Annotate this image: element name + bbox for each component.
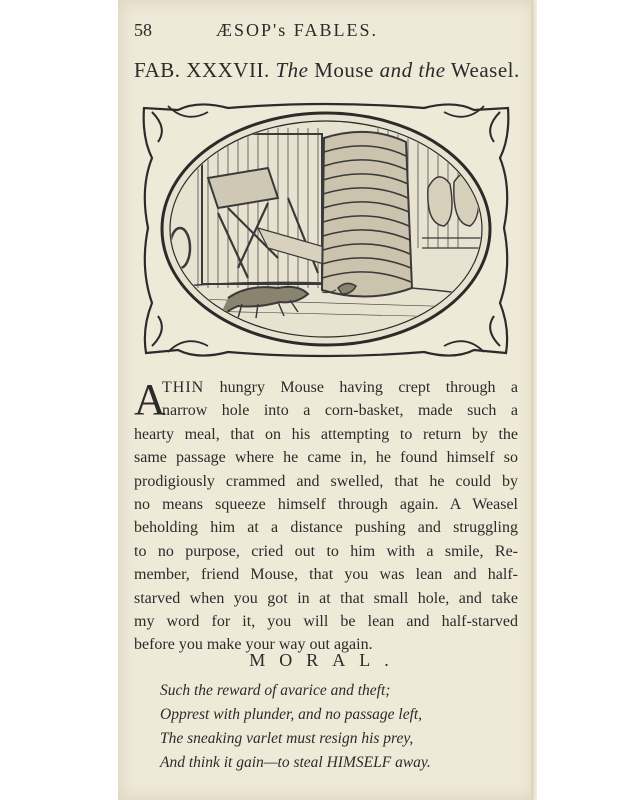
body-line: narrow hole into a corn-basket, made such a xyxy=(162,402,518,420)
body-line: before you make your way out again. xyxy=(134,636,373,654)
fable-title-subject: Mouse xyxy=(314,58,374,82)
verse-line: Such the reward of avarice and theft; xyxy=(160,682,391,699)
fable-label: FAB. XXXVII. xyxy=(134,58,270,82)
drop-cap: A xyxy=(134,375,166,424)
page-number: 58 xyxy=(134,20,152,40)
body-line: no means squeeze himself through again. A Weasel xyxy=(134,495,518,513)
moral-heading: MORAL. xyxy=(249,650,403,670)
moral-verse xyxy=(160,679,520,775)
verse-line: The sneaking varlet must resign his prey, xyxy=(160,730,414,747)
fable-title-the: The xyxy=(275,58,309,82)
book-title: ÆSOP's FABLES. xyxy=(216,20,378,40)
body-line: my word for it, you will be lean and half-starved xyxy=(134,612,518,630)
verse-line: Opprest with plunder, and no passage left, xyxy=(160,706,423,723)
body-line: prodigiously crammed and swelled, that he could by xyxy=(134,472,518,490)
verse-line: And think it gain—to steal HIMSELF away. xyxy=(160,754,431,771)
body-line: member, friend Mouse, that you was lean and half- xyxy=(134,566,518,584)
body-line: beholding him at a distance pushing and struggling xyxy=(134,519,518,537)
fable-title xyxy=(134,58,524,83)
body-line: same passage where he came in, he found himself so xyxy=(134,449,518,467)
body-line: starved when you got in at that small hole, and take xyxy=(134,589,518,607)
woodcut-illustration xyxy=(138,98,514,360)
body-line: to no purpose, cried out to him with a smile, Re- xyxy=(134,542,518,560)
body-line: hearty meal, that on his attempting to return by the xyxy=(134,425,518,443)
fable-title-object: Weasel. xyxy=(450,58,520,82)
body-line: THIN hungry Mouse having crept through a xyxy=(162,379,518,396)
running-head xyxy=(134,20,514,46)
first-word: THIN xyxy=(162,379,205,396)
page-gutter xyxy=(531,0,537,800)
fable-title-and: and the xyxy=(379,58,446,82)
fable-body xyxy=(134,376,518,657)
